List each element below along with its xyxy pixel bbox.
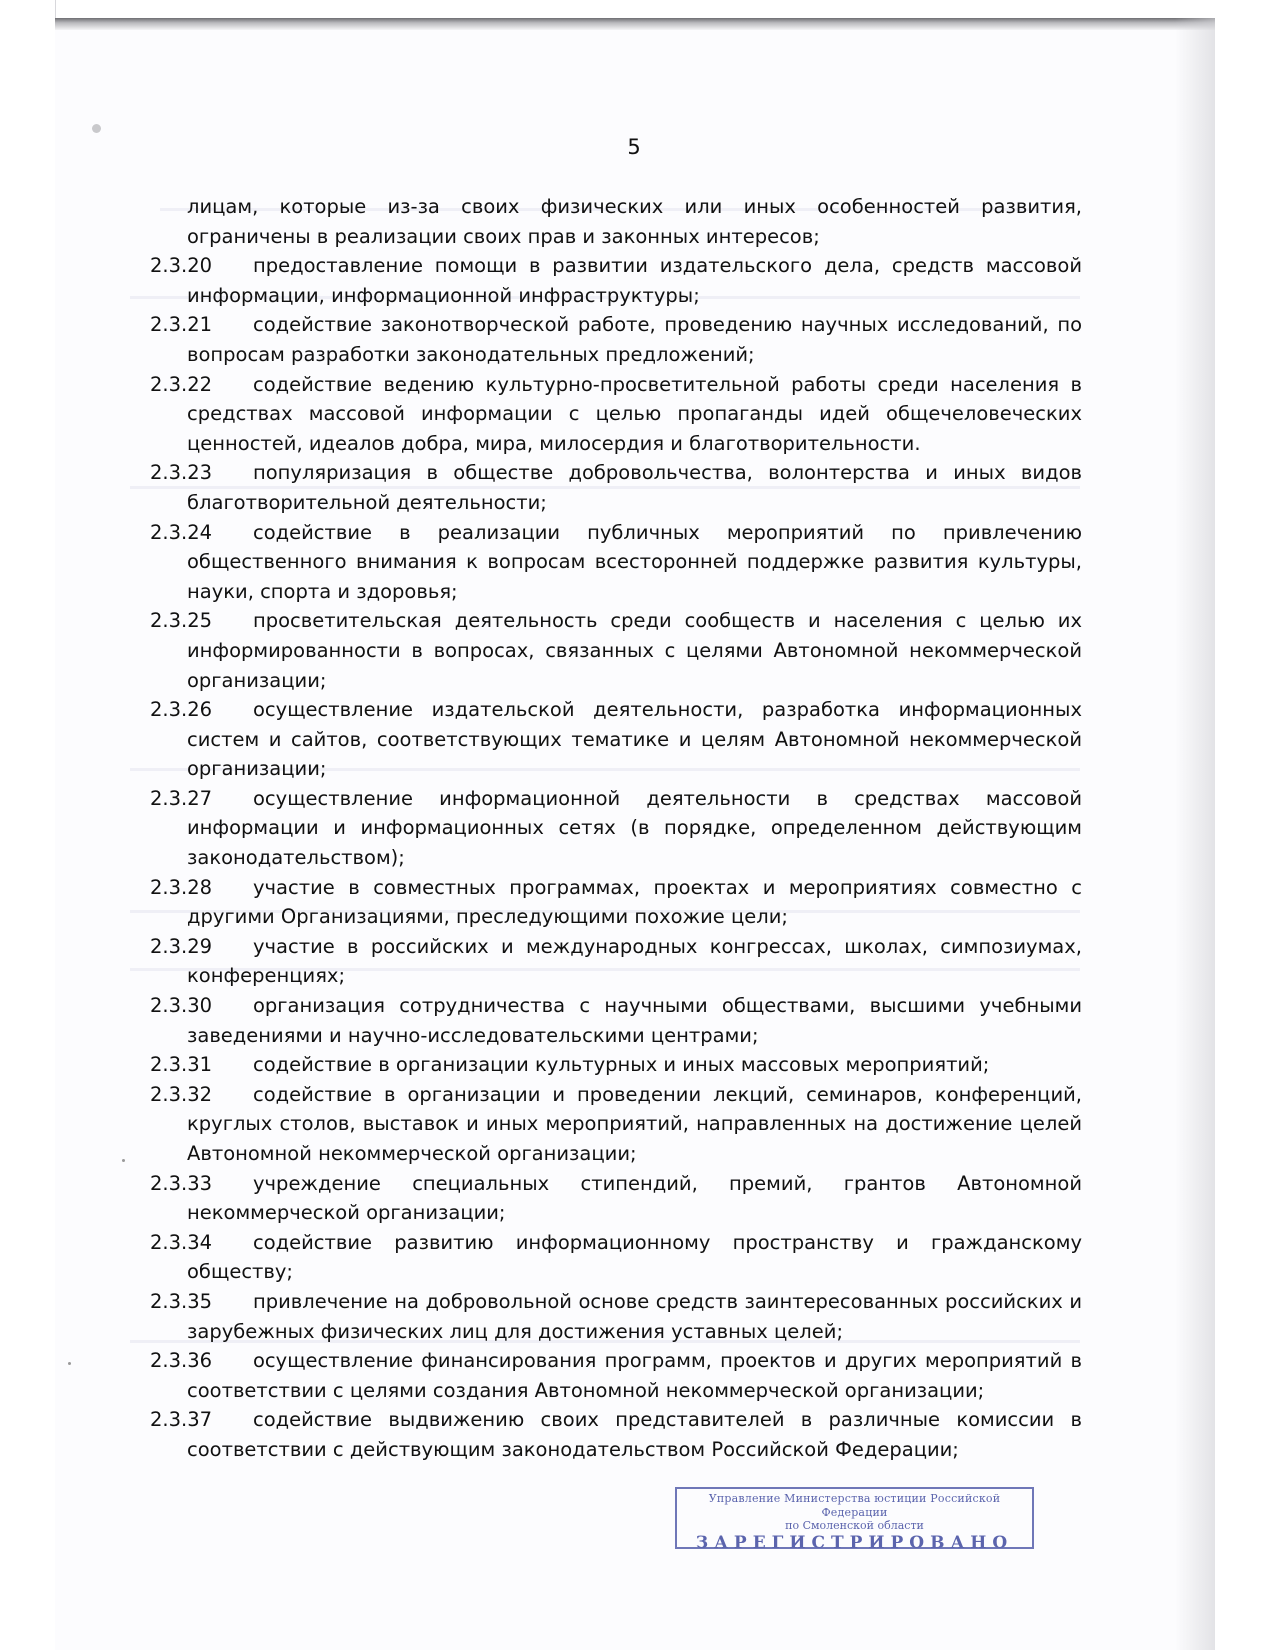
list-item-text: участие в совместных программах, проектах и мероприятиях совместно с другими Организациями, преследующими похожие цели; [187,875,1082,929]
item-number: 2.3.29 [150,934,213,958]
item-number: 2.3.35 [150,1289,213,1313]
page-top-edge-shadow [55,18,1215,30]
scan-left-margin [0,0,56,1650]
list-item-text: предоставление помощи в развитии издательского дела, средств массовой информации, информационной инфраструктуры; [187,254,1082,307]
list-item [150,932,1082,991]
list-item-text: содействие в организации и проведении лекций, семинаров, конференций, круглых столов, выставок и иных мероприятий, направленных на достижение целей Автономной некоммерческой организации; [187,1082,1082,1165]
list-item [150,1169,1082,1228]
item-number: 2.3.31 [150,1053,213,1077]
item-number: 2.3.24 [150,520,213,544]
list-item-text: организация сотрудничества с научными обществами, высшими учебными заведениями и научно-исследовательскими центрами; [187,994,1082,1047]
list-item [150,784,1082,873]
list-item-text: содействие в реализации публичных мероприятий по привлечению общественного внимания к вопросам всесторонней поддержке развития культуры, науки, спорта и здоровья; [187,520,1082,603]
list-item-text: участие в российских и международных конгрессах, школах, симпозиумах, конференциях; [187,934,1082,988]
list-item [150,518,1082,607]
item-number: 2.3.36 [150,1349,213,1373]
list-item-text: содействие законотворческой работе, проведению научных исследований, по вопросам разработки законодательных предложений; [187,313,1082,366]
continued-list-item [150,192,1082,251]
list-item [150,310,1082,369]
item-number: 2.3.33 [150,1171,213,1195]
item-number: 2.3.34 [150,1230,213,1254]
item-number: 2.3.37 [150,1408,213,1432]
list-item-text: содействие в организации культурных и иных массовых мероприятий; [253,1053,990,1077]
registration-stamp [675,1487,1034,1553]
item-number: 2.3.20 [150,254,213,278]
list-item [150,1287,1082,1346]
list-item-text: осуществление издательской деятельности, разработка информационных систем и сайтов, соответствующих тематике и целям Автономной некоммерческой организации; [187,698,1082,781]
list-item-text: содействие выдвижению своих представителей в различные комиссии в соответствии с действующим законодательством Российской Федерации; [187,1408,1082,1461]
list-item-text: популяризация в обществе добровольчества, волонтерства и иных видов благотворительной деятельности; [187,461,1082,514]
item-number: 2.3.26 [150,698,213,722]
item-number: 2.3.21 [150,313,213,337]
scan-speck [122,1159,125,1162]
page-number: 5 [627,135,641,159]
item-number: 2.3.32 [150,1082,213,1106]
item-number: 2.3.28 [150,875,213,899]
stamp-registered-label: ЗАРЕГИСТРИРОВАНО [695,1533,1014,1553]
item-number: 2.3.22 [150,372,213,396]
item-number: 2.3.27 [150,786,213,810]
item-number: 2.3.30 [150,994,213,1018]
list-item [150,1346,1082,1405]
item-number: 2.3.23 [150,461,213,485]
list-item-text: содействие ведению культурно-просветительной работы среди населения в средствах массовой информации с целью пропаганды идей общечеловеческих ценностей, идеалов добра, мира, милосердия и благотворительности. [187,372,1082,455]
list-item [150,1405,1082,1464]
list-item [150,1228,1082,1287]
page-right-edge-shadow [1175,18,1215,1650]
list-item [150,251,1082,310]
list-item [150,370,1082,459]
list-item-text: осуществление финансирования программ, проектов и других мероприятий в соответствии с целями создания Автономной некоммерческой организации; [187,1349,1082,1402]
list-item [150,458,1082,517]
scan-speck [92,124,101,133]
list-item [150,1050,1082,1080]
list-item-text: осуществление информационной деятельности в средствах массовой информации и информационных сетях (в порядке, определенном действующим законодательством); [187,786,1082,870]
stamp-region-line: по Смоленской области [785,1519,924,1532]
list-item-text: содействие развитию информационному пространству и гражданскому обществу; [187,1230,1082,1284]
list-item [150,1080,1082,1169]
list-item-text: учреждение специальных стипендий, премий, грантов Автономной некоммерческой организации; [187,1171,1082,1225]
document-body [150,192,1082,1465]
list-item [150,695,1082,784]
list-item [150,606,1082,695]
stamp-authority-line: Управление Министерства юстиции Российской Федерации [708,1492,1001,1519]
item-number: 2.3.25 [150,609,213,633]
list-item-text: лицам, которые из-за своих физических или иных особенностей развития, ограничены в реализации своих прав и законных интересов; [187,195,1082,248]
list-item [150,991,1082,1050]
scan-speck [68,1362,71,1365]
list-item-text: просветительская деятельность среди сообществ и населения с целью их информированности в вопросах, связанных с целями Автономной некоммерческой организации; [187,609,1082,692]
list-item-text: привлечение на добровольной основе средств заинтересованных российских и зарубежных физических лиц для достижения уставных целей; [187,1289,1082,1343]
list-item [150,873,1082,932]
